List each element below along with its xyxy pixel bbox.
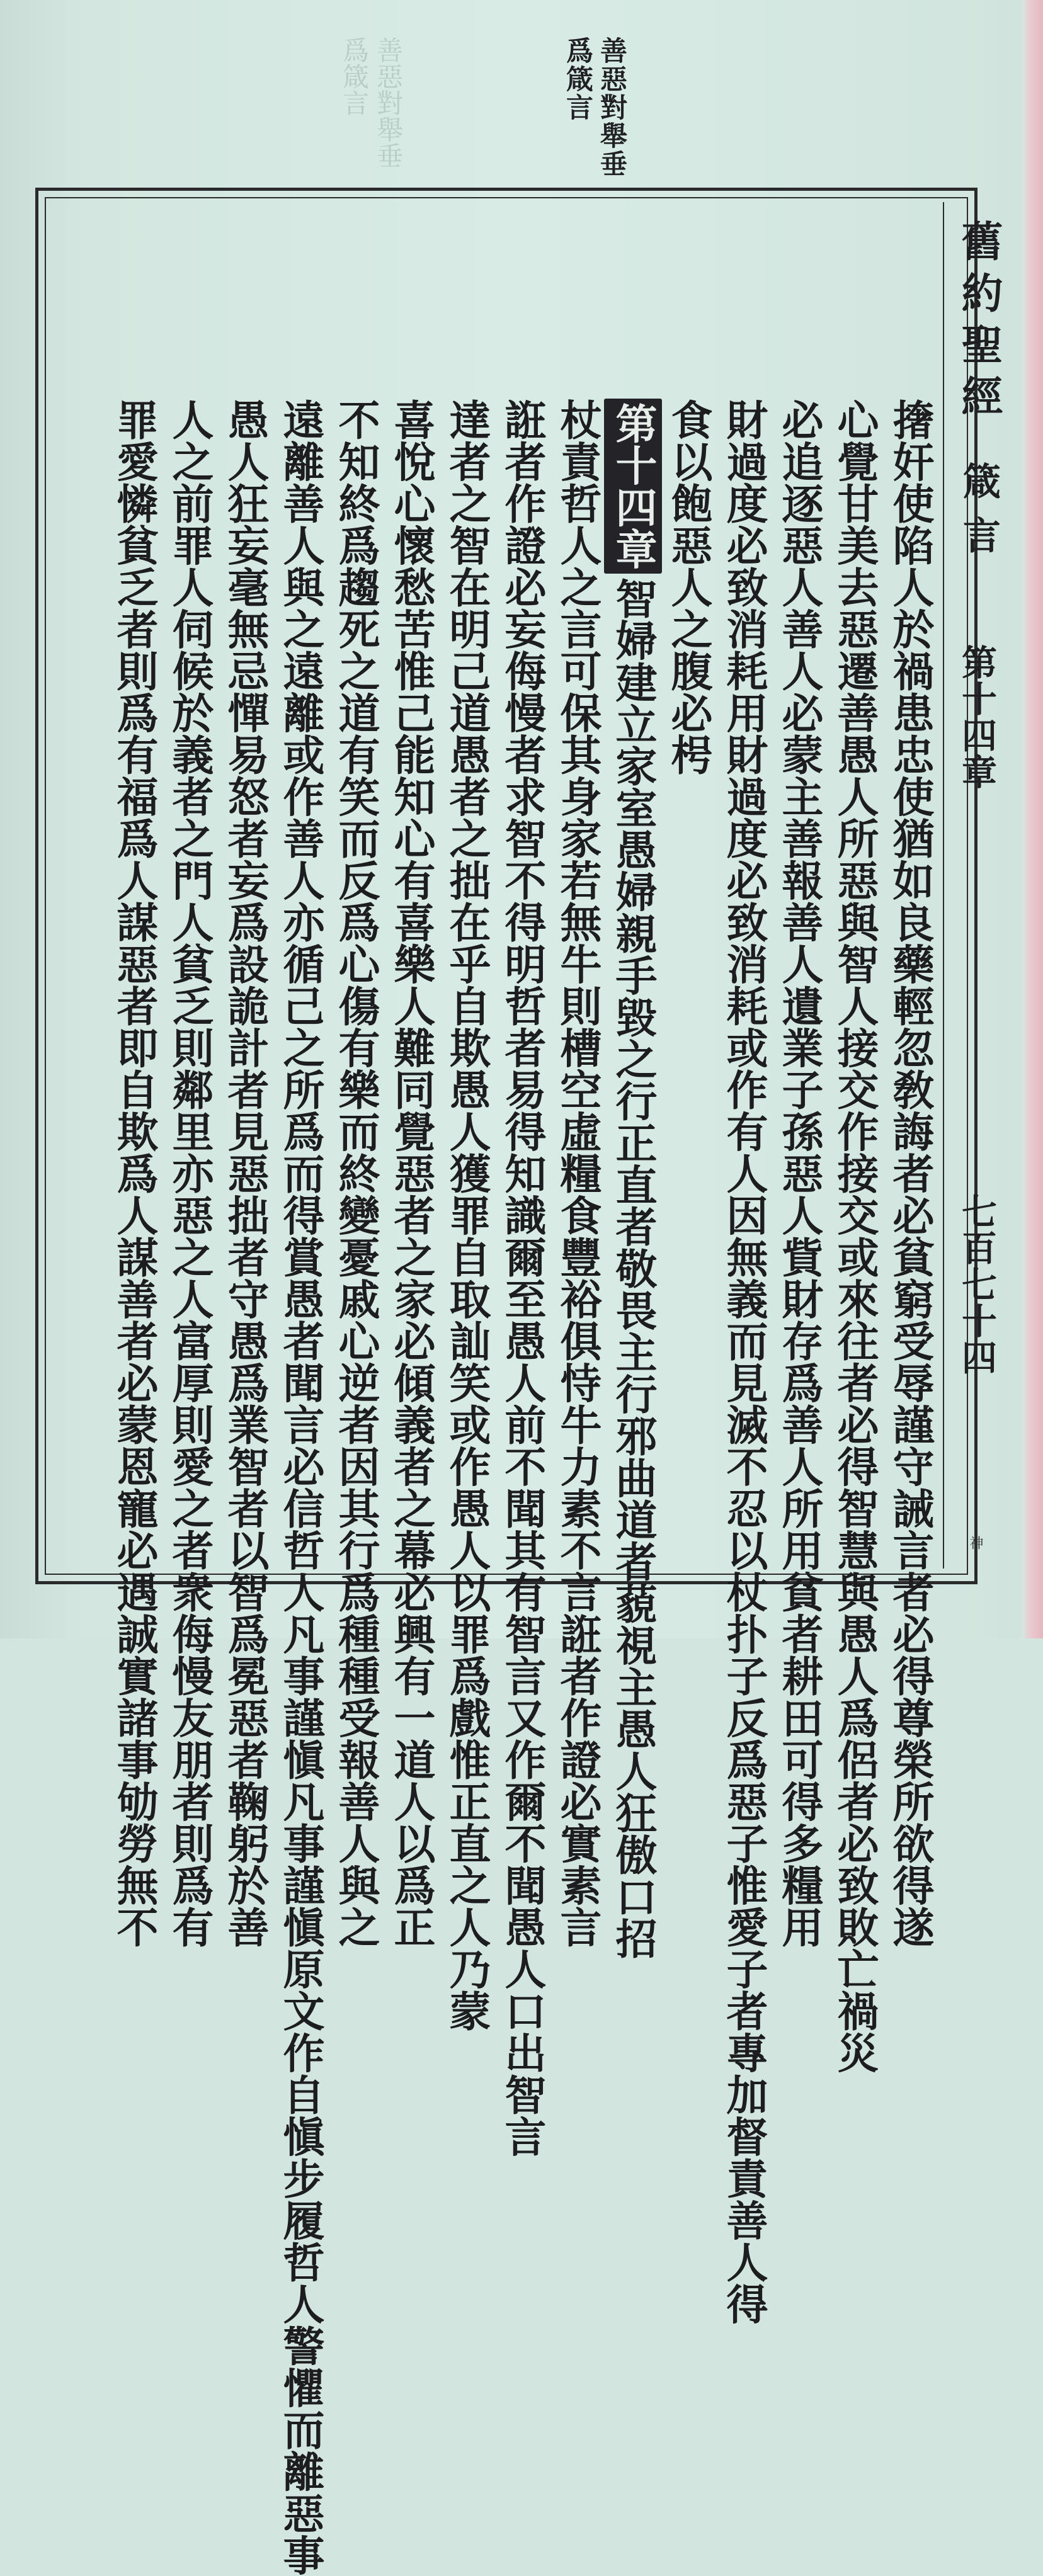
text-column: 誑者作證必妄侮慢者求智不得明哲者易得知識爾至愚人前不聞其有智言又作爾不聞愚人口出智言 <box>498 399 547 2157</box>
margin-note: 爲箴言 <box>562 37 593 122</box>
text-column: 遠離善人與之遠離或作善人亦循己之所爲而得賞愚者聞言必信哲人凡事謹愼凡事謹愼原文作自愼步履哲人警懼而離惡事 <box>276 399 325 2576</box>
text-column: 食以飽惡人之腹必枵 <box>664 399 713 776</box>
text-column: 喜悅心懷愁苦惟己能知心有喜樂人難同覺惡者之家必傾義者之幕必興有一道人以爲正 <box>387 399 436 1948</box>
bleed-through-text: 爲箴言 <box>339 37 370 116</box>
text-frame <box>35 188 1003 2576</box>
publisher-mark: 神 <box>967 1536 983 1550</box>
text-column: 人之前罪人伺候於義者之門人貧乏則鄰里亦惡之人富厚則愛之者衆侮慢友朋者則爲有 <box>165 399 214 1948</box>
text-column: 愚人狂妄毫無忌憚易怒者妄爲設詭計者見惡拙者守愚爲業智者以智爲冕惡者鞠躬於善 <box>220 399 270 1948</box>
text-column: 心覺甘美去惡遷善愚人所惡與智人接交作接交或來往者必得智慧與愚人爲侶者必致敗亡禍災 <box>830 399 879 2074</box>
scripture-text <box>99 399 937 2576</box>
chapter-heading-badge: 第十四章 <box>604 399 662 574</box>
bleed-through-text: 善惡對舉垂 <box>373 37 404 169</box>
page-edge <box>1022 0 1043 1638</box>
text-column: 必追逐惡人善人必蒙主善報善人遺業子孫惡人貲財存爲善人所用貧者耕田可得多糧用 <box>775 399 824 1948</box>
margin-note: 善惡對舉垂 <box>596 37 627 178</box>
text-column: 罪愛憐貧乏者則爲有福爲人謀惡者即自欺爲人謀善者必蒙恩寵必遇誠實諸事劬勞無不 <box>110 399 159 1948</box>
chapter-label: 第十四章 <box>956 644 998 790</box>
text-column: 不知終爲趨死之道有笑而反爲心傷有樂而終變憂戚心逆者因其行爲種種受報善人與之 <box>331 399 380 1948</box>
page-number: 七百七十四 <box>956 1193 998 1376</box>
text-column <box>604 399 662 1960</box>
text-column: 撦奸使陷人於禍患忠使猶如良藥輕忽敎誨者必貧窮受辱謹守誡言者必得尊榮所欲得遂 <box>886 399 935 1948</box>
book-name: 箴言 <box>957 462 1001 570</box>
book-title: 舊約聖經 <box>954 220 1003 426</box>
text-column: 杖責哲人之言可保其身家若無牛則槽空虛糧食豐裕俱恃牛力素不言誑者作證必實素言 <box>553 399 602 1948</box>
text-column: 達者之智在明己道愚者之拙在乎自欺愚人獲罪自取訕笑或作愚人以罪爲戲惟正直之人乃蒙 <box>442 399 491 2032</box>
text-column: 財過度必致消耗用財過度必致消耗或作有人因無義而見滅不忍以杖扑子反爲惡子惟愛子者專加督責善人得 <box>719 399 768 2325</box>
verse-text: 智婦建立家室愚婦親手毀之行正直者敬畏主行邪曲道者藐視主愚人狂傲口招 <box>608 577 658 1960</box>
